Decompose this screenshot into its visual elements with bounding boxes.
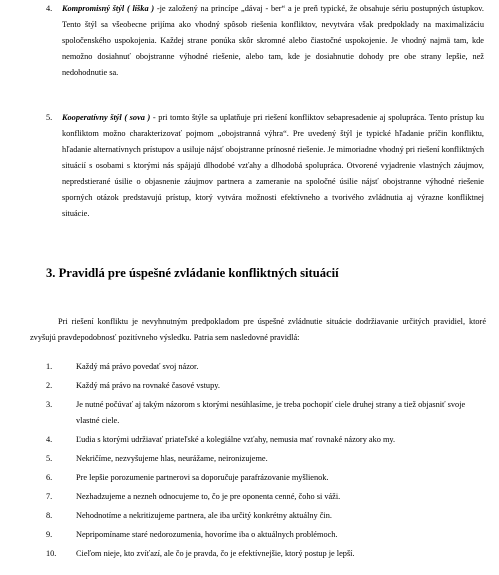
rule-number: 9. [46, 530, 53, 539]
section-heading: 3. Pravidlá pre úspešné zvládanie konfliktných situácií [46, 266, 339, 280]
item-term: Kompromisný štýl ( líška ) [62, 4, 155, 13]
rule-number: 8. [46, 511, 53, 520]
rule-text: Každý má právo na rovnaké časové vstupy. [76, 381, 220, 390]
rule-text: Nezhadzujeme a nezneh odnocujeme to, čo je pre oponenta cenné, čoho si váži. [76, 492, 341, 501]
rule-text: Každý má právo povedať svoj názor. [76, 362, 199, 371]
list-item [46, 527, 486, 543]
rule-text: Nekričíme, nezvyšujeme hlas, neurážame, neironizujeme. [76, 454, 268, 463]
list-item [46, 359, 486, 375]
list-item [46, 508, 486, 524]
section-intro: Pri riešení konfliktu je nevyhnutným predpokladom pre úspešné zvládnutie situácie dodržiavanie určitých pravidiel, ktoré zvyšujú pravdepodobnosť pozitívneho výsledku. Patria sem nasledovné pravidlá: [30, 317, 486, 343]
item-text: -je založený na princípe „dávaj - ber“ a je preň typické, že obsahuje sériu postupných ústupkov. Tento štýl sa všeobecne prijíma ako vhodný spôsob riešenia konfliktov, nevytvára však predpoklady na maximalizáciu spoločenského uspokojenia. Každej strane ponúka skôr skromné alebo čiastočné uspokojenie. Je vhodný najmä tam, kde nemožno dosiahnuť obojstranne výhodné riešenie, alebo tam, kde je dosiahnutie dohody pre obe strany lepšie, než nedohodnutie sa. [62, 4, 484, 77]
list-item [46, 451, 486, 467]
list-item [46, 470, 486, 486]
rule-text: Pre lepšie porozumenie partnerovi sa doporučuje parafrázovanie myšlienok. [76, 473, 329, 482]
list-item [46, 432, 486, 448]
item-number: 4. [46, 4, 53, 13]
rule-number: 1. [46, 362, 53, 371]
rule-number: 3. [46, 400, 53, 409]
rule-number: 10. [46, 549, 57, 558]
rule-number: 5. [46, 454, 53, 463]
list-item [46, 397, 486, 429]
rule-text: Nehodnotíme a nekritizujeme partnera, ale iba určitý konkrétny aktuálny čin. [76, 511, 332, 520]
rule-number: 7. [46, 492, 53, 501]
rule-number: 4. [46, 435, 53, 444]
rule-number: 2. [46, 381, 53, 390]
list-item [46, 378, 486, 394]
rules-list [46, 359, 486, 565]
style-item-compromise [46, 1, 484, 81]
list-item [46, 546, 486, 562]
rule-number: 6. [46, 473, 53, 482]
rule-text: Ľudia s ktorými udržiavať priateľské a kolegiálne vzťahy, nemusia mať rovnaké názory ako my. [76, 435, 396, 444]
item-body [62, 1, 484, 81]
item-text: - pri tomto štýle sa uplatňuje pri riešení konfliktov sebapresadenie aj spolupráca. Tento prístup ku konfliktom možno charakterizovať pojmom „obojstranná výhra“. Pre uvedený štýl je typické hľadanie príčin konfliktu, hľadanie alternatívnych prístupov a usiluje nájsť obojstranne prínosné riešenie. Je mimoriadne vhodný pri riešení konfliktných situácií s osobami s ktorými nás spájajú dlhodobé vzťahy a dlhodobá spolupráca. Otvorené vyjadrenie vlastných záujmov, nepredstierané úsilie o objasnenie záujmov partnera a zameranie na spoločné úsilie nájsť obojstranne výhodné riešenie sporných otázok predstavujú prístup, ktorý vytvára možnosti efektívneho a tvorivého zvládnutia aj výrazne konfliktnej situácie. [62, 113, 484, 218]
rule-text: Je nutné počúvať aj takým názorom s ktorými nesúhlasíme, je treba pochopiť ciele druhej strany a tiež objasniť svoje vlastné ciele. [76, 400, 466, 425]
item-term: Kooperatívny štýl ( sova ) [62, 113, 151, 122]
item-number: 5. [46, 113, 53, 122]
rule-text: Nepripomíname staré nedorozumenia, hovoríme iba o aktuálnych problémoch. [76, 530, 338, 539]
rule-text: Cieľom nieje, kto zvíťazí, ale čo je pravda, čo je efektívnejšie, ktorý postup je lepší. [76, 549, 355, 558]
item-body [62, 110, 484, 222]
list-item [46, 489, 486, 505]
style-item-cooperative [46, 110, 484, 222]
